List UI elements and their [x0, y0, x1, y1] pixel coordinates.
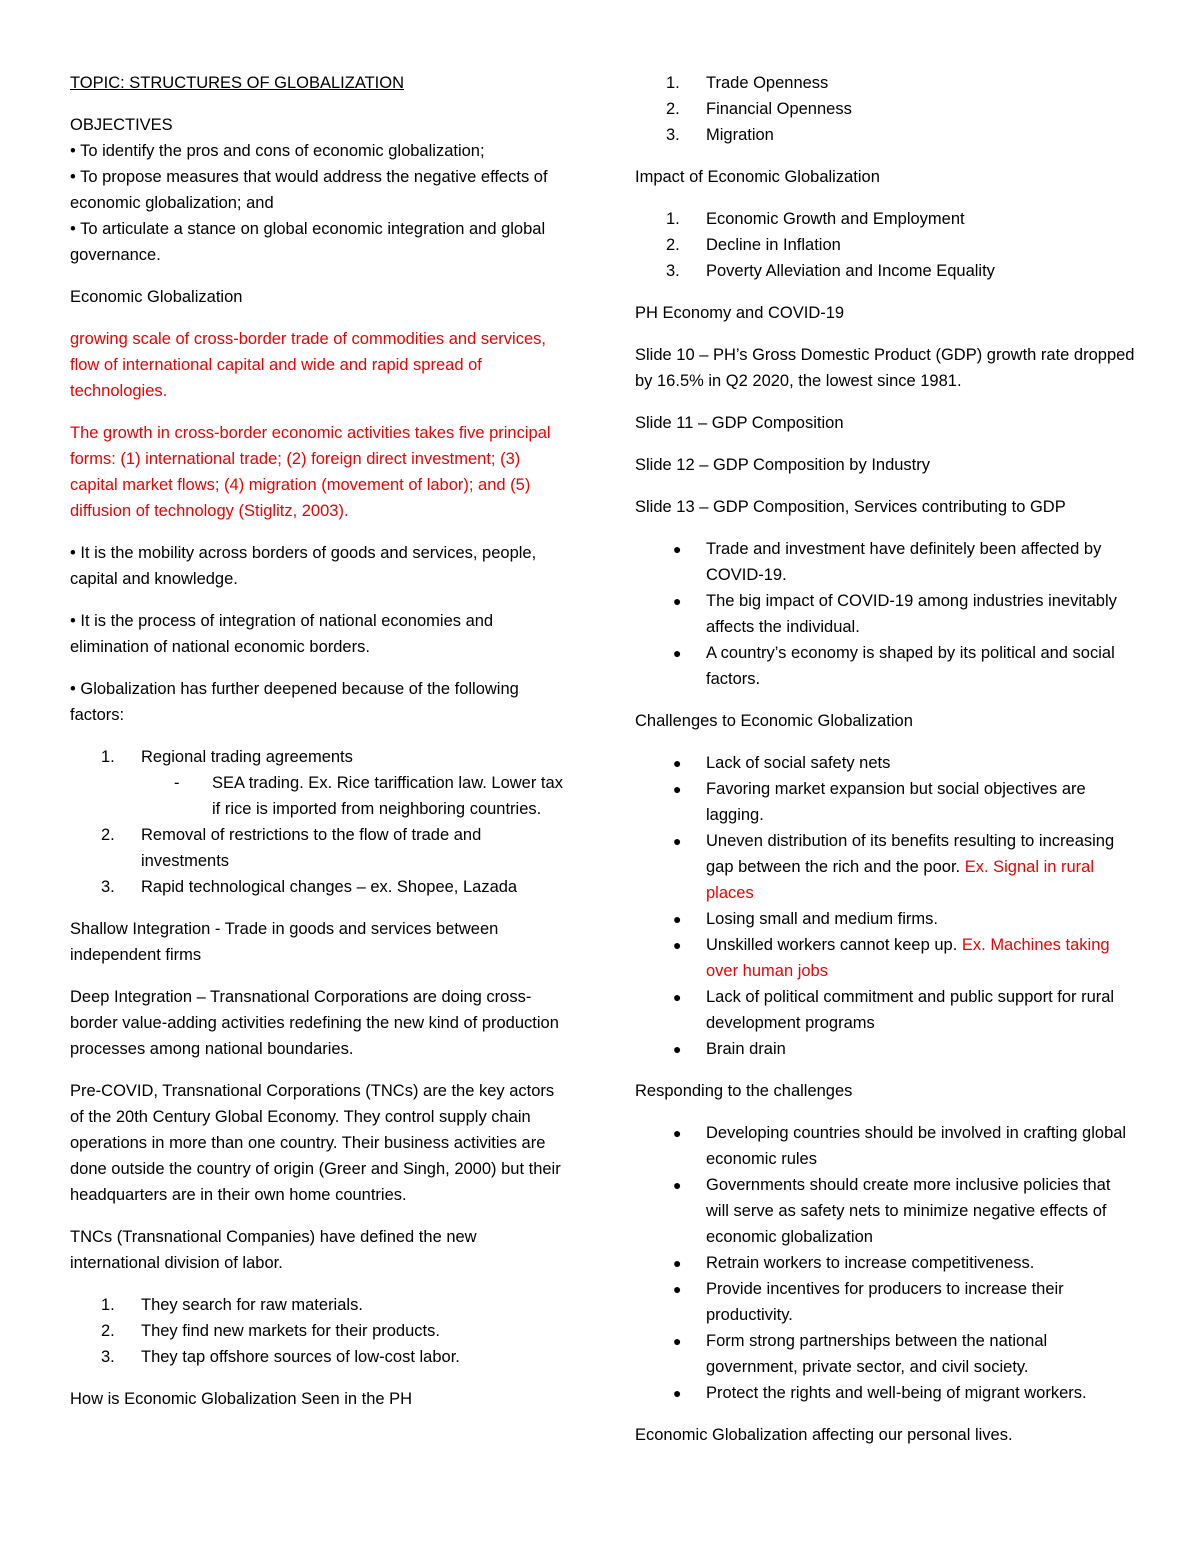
bullet-mobility: • It is the mobility across borders of goods and services, people, capital and knowledge.	[70, 544, 537, 588]
ph-list	[635, 70, 1135, 148]
bullet-icon: ●	[673, 937, 682, 953]
list-text: Retrain workers to increase competitiveness.	[706, 1254, 1035, 1272]
list-text: Trade and investment have definitely been affected by COVID-19.	[706, 540, 1102, 584]
list-item	[635, 828, 1135, 906]
bullet-icon: ●	[673, 1177, 682, 1193]
objective-item: • To propose measures that would address the negative effects of economic globalization; and	[70, 168, 548, 212]
impact-heading: Impact of Economic Globalization	[635, 168, 880, 186]
impact-list	[635, 206, 1135, 284]
tncs-paragraph: TNCs (Transnational Companies) have defined the new international division of labor.	[70, 1228, 477, 1272]
list-number: 3.	[101, 878, 115, 896]
list-item	[70, 822, 570, 874]
bullet-icon: ●	[673, 755, 682, 771]
list-item	[635, 206, 1135, 232]
list-text: Trade Openness	[706, 74, 829, 92]
list-item	[635, 776, 1135, 828]
deep-integration: Deep Integration – Transnational Corporations are doing cross-border value-adding activities redefining the new kind of production processes among national boundaries.	[70, 988, 559, 1058]
list-number: 3.	[101, 1348, 115, 1366]
list-item	[635, 1120, 1135, 1172]
list-text: They find new markets for their products.	[141, 1322, 440, 1340]
responding-heading: Responding to the challenges	[635, 1082, 853, 1100]
list-item	[635, 932, 1135, 984]
topic-title: TOPIC: STRUCTURES OF GLOBALIZATION	[70, 74, 405, 92]
bullet-icon: ●	[673, 541, 682, 557]
bullet-icon: ●	[673, 1255, 682, 1271]
list-number: 1.	[666, 74, 680, 92]
list-item	[70, 744, 570, 822]
list-item	[635, 984, 1135, 1036]
bullet-icon: ●	[673, 781, 682, 797]
objective-item: • To identify the pros and cons of economic globalization;	[70, 142, 485, 160]
list-text: They tap offshore sources of low-cost labor.	[141, 1348, 460, 1366]
red-definition: growing scale of cross-border trade of commodities and services, flow of international capital and wide and rapid spread of technologies.	[70, 330, 546, 400]
list-item	[70, 1292, 570, 1318]
challenges-list	[635, 750, 1135, 1062]
list-item	[635, 1328, 1135, 1380]
sub-list-item	[141, 770, 570, 822]
list-text: Governments should create more inclusive policies that will serve as safety nets to minimize negative effects of economic globalization	[706, 1176, 1111, 1246]
sub-list-text: SEA trading. Ex. Rice tariffication law. Lower tax if rice is imported from neighboring countries.	[212, 774, 563, 818]
list-item	[635, 70, 1135, 96]
red-example: Ex. Machines taking over human jobs	[706, 936, 1110, 980]
list-text: Migration	[706, 126, 774, 144]
responding-list	[635, 1120, 1135, 1406]
objective-item: • To articulate a stance on global economic integration and global governance.	[70, 220, 546, 264]
list-text: Protect the rights and well-being of migrant workers.	[706, 1384, 1087, 1402]
list-item	[70, 1318, 570, 1344]
bullet-icon: ●	[673, 1385, 682, 1401]
bullet-integration: • It is the process of integration of national economies and elimination of national economic borders.	[70, 612, 494, 656]
list-item	[635, 750, 1135, 776]
slide-11: Slide 11 – GDP Composition	[635, 414, 844, 432]
pre-covid-paragraph: Pre-COVID, Transnational Corporations (TNCs) are the key actors of the 20th Century Global Economy. They control supply chain operations in more than one country. Their business activities are done outside the country of origin (Greer and Singh, 2000) but their headquarters are in their own home countries.	[70, 1082, 561, 1204]
tnc-list	[70, 1292, 570, 1370]
bullet-icon: ●	[673, 1281, 682, 1297]
bullet-icon: ●	[673, 911, 682, 927]
objectives-heading: OBJECTIVES	[70, 116, 173, 134]
covid-bullets	[635, 536, 1135, 692]
dash-marker: -	[174, 774, 180, 792]
list-text: Uneven distribution of its benefits resulting to increasing gap between the rich and the poor.	[706, 832, 1115, 876]
bullet-icon: ●	[673, 1041, 682, 1057]
closing-heading: Economic Globalization affecting our personal lives.	[635, 1426, 1013, 1444]
list-text: Losing small and medium firms.	[706, 910, 938, 928]
right-column	[635, 70, 1135, 1448]
shallow-integration: Shallow Integration - Trade in goods and services between independent firms	[70, 920, 499, 964]
list-text: Financial Openness	[706, 100, 852, 118]
bullet-icon: ●	[673, 989, 682, 1005]
list-item	[70, 1344, 570, 1370]
list-item	[635, 1172, 1135, 1250]
list-number: 1.	[101, 1296, 115, 1314]
list-text: Lack of political commitment and public support for rural development programs	[706, 988, 1115, 1032]
list-item	[635, 640, 1135, 692]
list-number: 3.	[666, 262, 680, 280]
bullet-icon: ●	[673, 593, 682, 609]
list-item	[635, 1036, 1135, 1062]
list-number: 2.	[101, 1322, 115, 1340]
list-item	[635, 588, 1135, 640]
list-number: 1.	[666, 210, 680, 228]
factors-list	[70, 744, 570, 900]
left-column	[70, 70, 570, 1412]
econ-glob-heading: Economic Globalization	[70, 288, 243, 306]
list-text: Unskilled workers cannot keep up.	[706, 936, 958, 954]
bullet-icon: ●	[673, 645, 682, 661]
list-text: Brain drain	[706, 1040, 786, 1058]
list-text: They search for raw materials.	[141, 1296, 363, 1314]
slide-12: Slide 12 – GDP Composition by Industry	[635, 456, 931, 474]
list-text: Poverty Alleviation and Income Equality	[706, 262, 995, 280]
list-text: Rapid technological changes – ex. Shopee, Lazada	[141, 878, 518, 896]
bullet-icon: ●	[673, 833, 682, 849]
red-example: Ex. Signal in rural places	[706, 858, 1095, 902]
list-text: Decline in Inflation	[706, 236, 841, 254]
list-text: Favoring market expansion but social objectives are lagging.	[706, 780, 1086, 824]
list-item	[635, 1380, 1135, 1406]
list-text: A country’s economy is shaped by its political and social factors.	[706, 644, 1115, 688]
list-item	[635, 1250, 1135, 1276]
list-number: 2.	[101, 826, 115, 844]
list-text: Removal of restrictions to the flow of trade and investments	[141, 826, 482, 870]
list-item	[635, 536, 1135, 588]
list-number: 3.	[666, 126, 680, 144]
list-item	[635, 232, 1135, 258]
list-item	[635, 906, 1135, 932]
list-number: 2.	[666, 236, 680, 254]
list-text: Economic Growth and Employment	[706, 210, 965, 228]
how-seen-heading: How is Economic Globalization Seen in the PH	[70, 1390, 413, 1408]
slide-10: Slide 10 – PH’s Gross Domestic Product (GDP) growth rate dropped by 16.5% in Q2 2020, the lowest since 1981.	[635, 346, 1135, 390]
list-item	[635, 96, 1135, 122]
ph-covid-heading: PH Economy and COVID-19	[635, 304, 845, 322]
list-number: 2.	[666, 100, 680, 118]
list-text: Form strong partnerships between the national government, private sector, and civil society.	[706, 1332, 1048, 1376]
bullet-icon: ●	[673, 1125, 682, 1141]
slide-13: Slide 13 – GDP Composition, Services contributing to GDP	[635, 498, 1066, 516]
list-text: Developing countries should be involved in crafting global economic rules	[706, 1124, 1127, 1168]
sub-list	[70, 770, 570, 822]
list-item	[70, 874, 570, 900]
list-text: Provide incentives for producers to increase their productivity.	[706, 1280, 1064, 1324]
list-item	[635, 258, 1135, 284]
bullet-icon: ●	[673, 1333, 682, 1349]
bullet-deepened: • Globalization has further deepened because of the following factors:	[70, 680, 519, 724]
red-growth-forms: The growth in cross-border economic activities takes five principal forms: (1) international trade; (2) foreign direct investment; (3) capital market flows; (4) migration (movement of labor); and (5) diffusion of technology (Stiglitz, 2003).	[70, 424, 551, 520]
list-text: Regional trading agreements	[141, 748, 353, 766]
list-item	[635, 122, 1135, 148]
list-text: The big impact of COVID-19 among industries inevitably affects the individual.	[706, 592, 1117, 636]
list-text: Lack of social safety nets	[706, 754, 891, 772]
challenges-heading: Challenges to Economic Globalization	[635, 712, 913, 730]
list-item	[635, 1276, 1135, 1328]
list-number: 1.	[101, 748, 115, 766]
